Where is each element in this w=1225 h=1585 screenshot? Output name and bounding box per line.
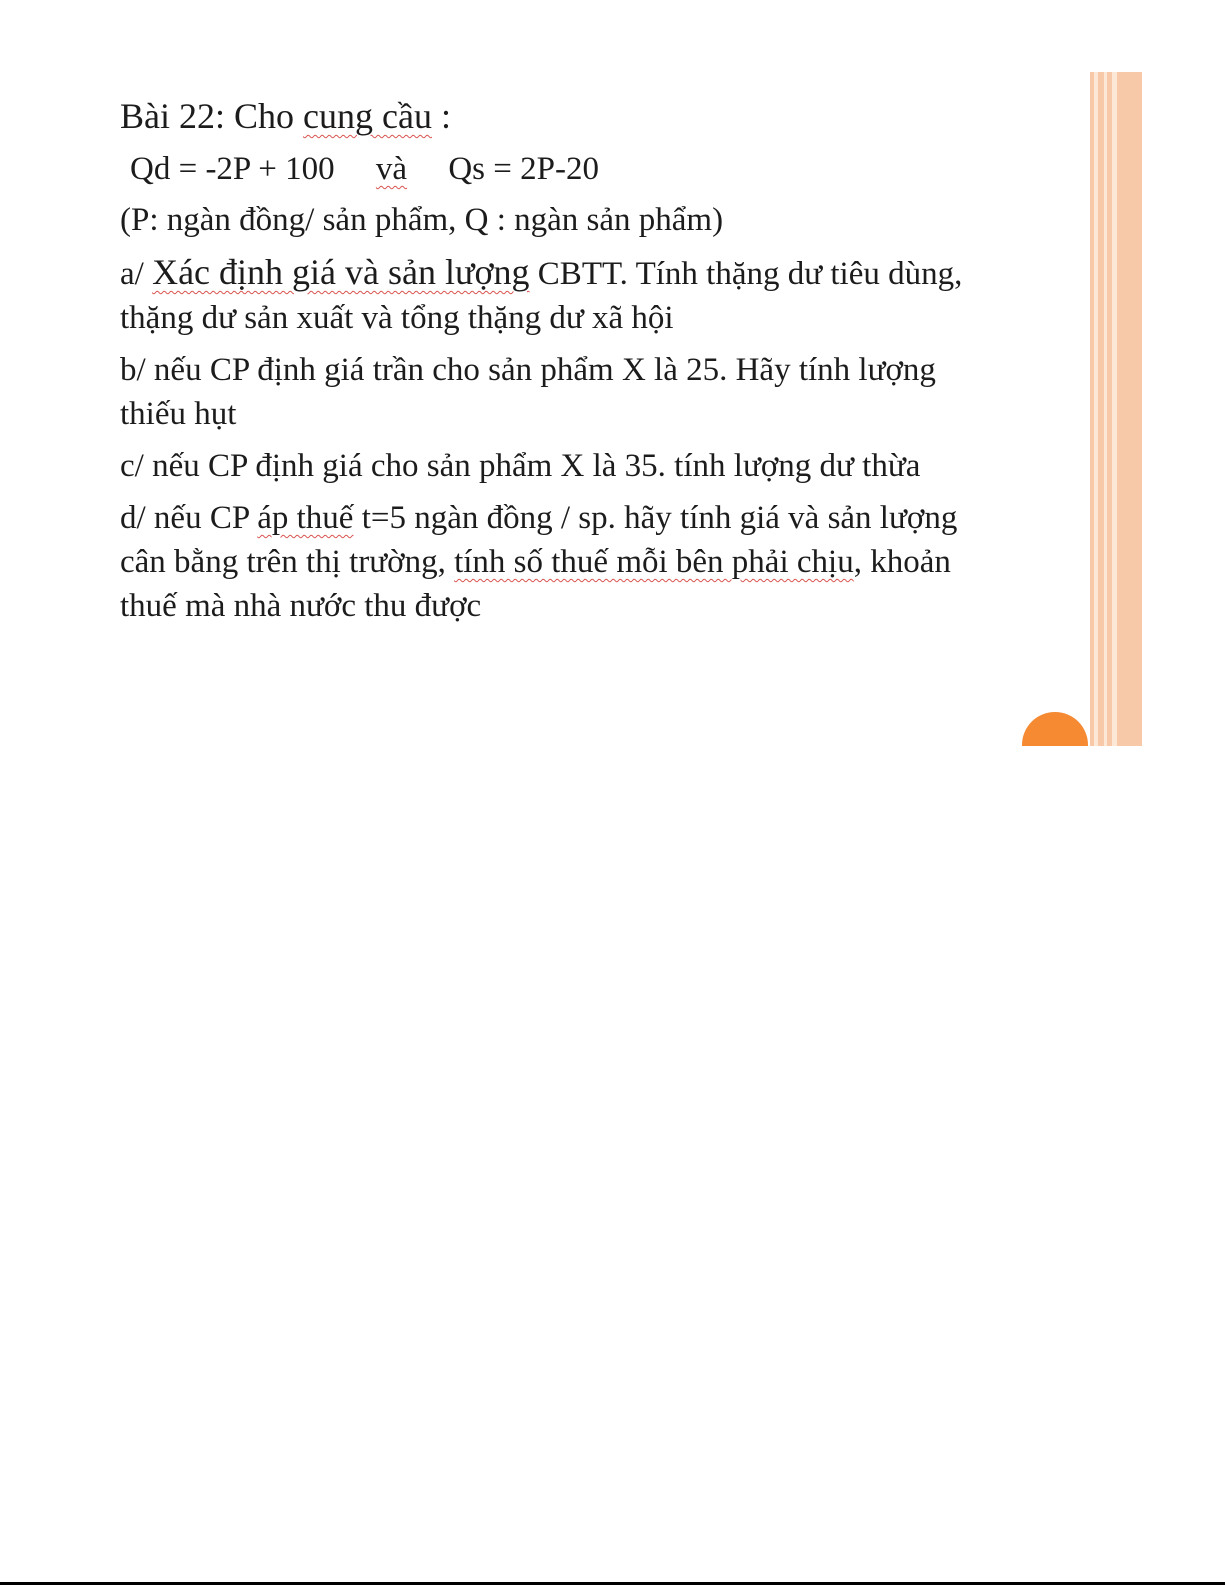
slide-content — [120, 92, 1000, 636]
units-note: (P: ngàn đồng/ sản phẩm, Q : ngàn sản phẩm) — [120, 202, 724, 238]
supply-equation: Qs = 2P-20 — [448, 151, 599, 187]
title-suffix: : — [431, 96, 451, 136]
question-a — [120, 250, 1000, 340]
question-a-underlined: Xác định giá và sản lượng — [152, 252, 530, 292]
question-d-underlined-1: áp thuế — [257, 500, 354, 536]
question-c: c/ nếu CP định giá cho sản phẩm X là 35. tính lượng dư thừa — [120, 448, 921, 484]
title-underlined: cung cầu — [303, 96, 432, 136]
equation-connector: và — [375, 151, 408, 187]
question-d-suffix: , khoản thuế mà nhà nước thu được — [120, 544, 951, 624]
demand-equation: Qd = -2P + 100 — [130, 151, 335, 187]
question-d — [120, 496, 1000, 628]
decorative-stripes — [1090, 72, 1142, 748]
question-a-prefix: a/ — [120, 256, 153, 292]
question-b: b/ nếu CP định giá trần cho sản phẩm X là 25. Hãy tính lượng thiếu hụt — [120, 352, 936, 432]
question-d-prefix: d/ nếu CP — [120, 500, 258, 536]
slide — [0, 0, 1225, 760]
slide-bottom-edge — [0, 746, 1225, 786]
exercise-title — [120, 92, 1000, 140]
question-d-underlined-2: tính số thuế mỗi bên phải chịu — [454, 544, 854, 580]
question-d-middle: t=5 ngàn đồng / sp. hãy tính giá và sản lượng cân bằng trên thị trường, — [120, 500, 958, 580]
question-a-suffix: CBTT. Tính thặng dư tiêu dùng, thặng dư sản xuất và tổng thặng dư xã hội — [120, 256, 963, 336]
equations-line — [130, 146, 1000, 192]
title-prefix: Bài 22: Cho — [120, 96, 304, 136]
